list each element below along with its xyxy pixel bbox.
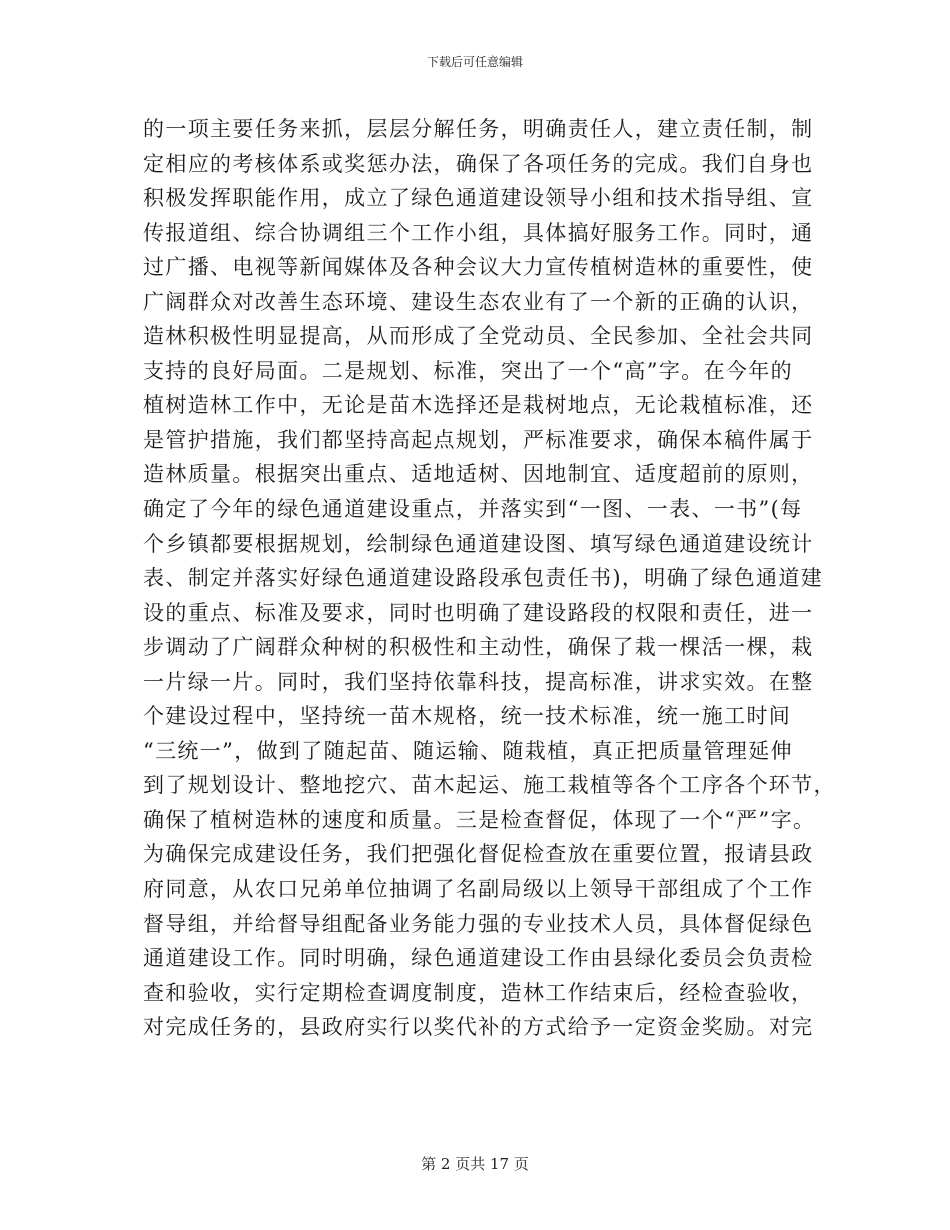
text-line: 积极发挥职能作用，成立了绿色通道建设领导小组和技术指导组、宣 [143,186,814,211]
text-line: 的一项主要任务来抓，层层分解任务，明确责任人，建立责任制，制 [143,117,814,141]
text-line: 过广播、电视等新闻媒体及各种会议大力宣传植树造林的重要性，使 [143,255,814,280]
text-line: 通道建设工作。同时明确，绿色通道建设工作由县绿化委员会负责检 [143,946,814,971]
text-line: 设的重点、标准及要求，同时也明确了建设路段的权限和责任，进一 [143,600,814,625]
text-line: 传报道组、综合协调组三个工作小组，具体搞好服务工作。同时，通 [143,220,814,245]
text-line: 个乡镇都要根据规划，绘制绿色通道建设图、填写绿色通道建设统计 [143,531,814,556]
text-line: 广阔群众对改善生态环境、建设生态农业有了一个新的正确的认识， [143,289,814,314]
text-line: 植树造林工作中，无论是苗木选择还是栽树地点，无论栽植标准，还 [143,393,814,418]
text-line: 是管护措施，我们都坚持高起点规划，严标准要求，确保本稿件属于 [143,427,814,452]
text-line: 到了规划设计、整地挖穴、苗木起运、施工栽植等各个工序各个环节， [143,773,836,798]
text-line: 支持的良好局面。二是规划、标准，突出了一个“高”字。在今年的 [143,358,793,383]
text-line: 一片绿一片。同时，我们坚持依靠科技，提高标准，讲求实效。在整 [143,669,814,694]
text-line: 府同意，从农口兄弟单位抽调了名副局级以上领导干部组成了个工作 [143,877,814,902]
text-line: 确定了今年的绿色通道建设重点，并落实到“一图、一表、一书”(每 [143,497,803,522]
text-line: 确保了植树造林的速度和质量。三是检查督促，体现了一个“严”字。 [143,807,816,832]
text-line: 造林质量。根据突出重点、适地适树、因地制宜、适度超前的原则， [143,462,814,487]
text-line: 为确保完成建设任务，我们把强化督促检查放在重要位置，报请县政 [143,842,814,867]
text-line: 定相应的考核体系或奖惩办法，确保了各项任务的完成。我们自身也 [143,151,814,176]
text-line: 表、制定并落实好绿色通道建设路段承包责任书)，明确了绿色通道建 [143,566,824,591]
text-line: 督导组，并给督导组配备业务能力强的专业技术人员，具体督促绿色 [143,911,814,936]
page-header: 下载后可任意编辑 [426,55,523,69]
text-line: “三统一”，做到了随起苗、随运输、随栽植，真正把质量管理延伸 [143,738,793,763]
text-line: 对完成任务的，县政府实行以奖代补的方式给予一定资金奖励。对完 [143,1015,814,1040]
text-line: 造林积极性明显提高，从而形成了全党动员、全民参加、全社会共同 [143,324,814,349]
page-footer: 第 2 页共 17 页 [421,1155,529,1173]
body-text [143,112,836,1045]
text-line: 步调动了广阔群众种树的积极性和主动性，确保了栽一棵活一棵，栽 [143,635,814,660]
text-line: 查和验收，实行定期检查调度制度，造林工作结束后，经检查验收， [143,980,814,1005]
text-line: 个建设过程中，坚持统一苗木规格，统一技术标准，统一施工时间 [143,704,792,729]
